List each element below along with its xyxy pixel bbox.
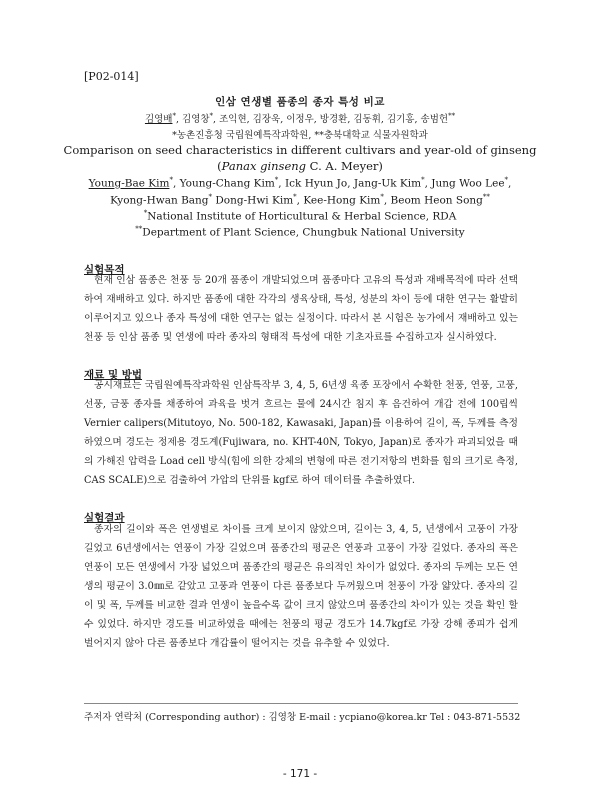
english-coauthor-f: Beom Heon Song — [390, 194, 483, 207]
footnote-divider — [84, 703, 518, 704]
author-mark: * — [504, 176, 509, 184]
korean-title: 인삼 연생별 품종의 종자 특성 비교 — [215, 96, 385, 108]
english-first-author: Young-Bae Kim — [88, 177, 170, 190]
english-coauthor-c: Kyong-Hwan Bang — [110, 194, 209, 207]
english-coauthor-b: Jung Woo Lee — [431, 177, 505, 190]
author-mark: * — [293, 193, 297, 201]
korean-coauthors: 조익현, 김장욱, 이정우, 방경환, 김동휘, 김기홍, 송범헌 — [219, 114, 449, 125]
english-coauthor-e: Kee-Hong Kim — [303, 194, 381, 207]
korean-authors: 김영배*, 김영창*, 조익현, 김장욱, 이정우, 방경환, 김동휘, 김기홍, 송범헌** — [144, 111, 456, 125]
author-mark: ** — [448, 111, 456, 120]
author-mark: * — [274, 176, 279, 184]
korean-affiliation: *농촌진흥청 국립원예특작과학원, **충북대학교 식물자원학과 — [172, 130, 428, 141]
results-text: 종자의 길이와 폭은 연생별로 차이를 크게 보이지 않았으며, 길이는 3, 4, 5, 년생에서 고풍이 가장 길었고 6년생에서는 연풍이 가장 길었으며 품종간의 평균은 연풍과 고풍이 가장 길었다. 종자의 폭은 연풍이 모든 연생에서 가장 넓었으며 품종간의 평균은 유의적인 차이가 없었다. 종자의 두께는 모든 연생의 평균이 3.0㎜로 같았고 고풍과 연풍이 다른 품종보다 두꺼웠으며 천풍이 가장 얇았다. 종자의 길이 및 폭, 두께를 비교한 결과 연생이 높을수록 값이 크지 않았으며 품종간의 차이가 있는 것을 확인 할 수 있었다. 하지만 경도를 비교하였을 때에는 천풍의 평균 경도가 14.7kgf로 가장 강해 종피가 쉽게 벌어지지 않아 다른 품종보다 개갑률이 떨어지는 것을 유추할 수 있었다. — [84, 524, 518, 649]
purpose-text: 현재 인삼 품종은 천풍 등 20개 품종이 개발되었으며 품종마다 고유의 특성과 재배목적에 따라 선택하여 재배하고 있다. 하지만 품종에 대한 각각의 생육상태, 특성, 성분의 차이 등에 대한 연구는 활발히 이루어지고 있으나 종자 특성에 대한 연구는 없는 실정이다. 따라서 본 시험은 농가에서 재배하고 있는 천풍 등 인삼 품종 및 연생에 따라 종자의 형태적 특성에 대한 기초자료를 수집하고자 실시하였다. — [84, 275, 518, 343]
english-corresponding-author: Young-Chang Kim — [179, 177, 275, 190]
species-author: C. A. Meyer) — [306, 159, 383, 173]
paren-open: ( — [217, 159, 222, 173]
author-mark: * — [209, 111, 214, 120]
affil-mark: ** — [135, 225, 143, 233]
english-affiliation-2 — [60, 225, 540, 239]
affil-mark: * — [143, 209, 148, 217]
affil-2-text: Department of Plant Science, Chungbuk National University — [142, 226, 465, 239]
english-title-line1: Comparison on seed characteristics in different cultivars and year-old of ginseng — [63, 143, 537, 157]
author-mark: ** — [482, 193, 490, 201]
english-title-line2 — [60, 159, 540, 173]
english-authors-line2: Kyong-Hwan Bang* Dong-Hwi Kim*, Kee-Hong Kim*, Beom Heon Song** — [110, 193, 490, 207]
author-mark: * — [172, 111, 176, 120]
affil-1-text: National Institute of Horticultural & Herbal Science, RDA — [147, 210, 457, 223]
korean-corresponding-author: 김영창 — [182, 114, 210, 125]
methods-heading: 재료 및 방법 — [84, 369, 143, 381]
corresponding-contact: 주저자 연락처 (Corresponding author) : 김영창 E-mail : ycpiano@korea.kr Tel : 043-871-5532 — [84, 712, 521, 723]
english-authors-line1: Young-Bae Kim*, Young-Chang Kim*, Ick Hyun Jo, Jang-Uk Kim*, Jung Woo Lee*, — [88, 176, 512, 190]
purpose-heading: 실험목적 — [84, 264, 125, 276]
author-mark: * — [208, 193, 213, 201]
author-mark: * — [380, 193, 384, 201]
korean-first-author: 김영배 — [144, 114, 173, 125]
english-coauthor-d: Dong-Hwi Kim — [215, 194, 294, 207]
results-heading: 실험결과 — [84, 512, 125, 524]
author-mark: * — [169, 176, 173, 184]
author-mark: * — [421, 176, 425, 184]
methods-text: 공시재료는 국립원예특작과학원 인삼특작부 3, 4, 5, 6년생 육종 포장에서 수확한 천풍, 연풍, 고풍, 선풍, 금풍 종자를 채종하여 과육을 벗겨 흐르는 물에 24시간 침지 후 음건하여 개갑 전에 100립씩 Vernier calipers(Mitutoyo, No. 500-182, Kawasaki, Japan)를 이용하여 길이, 폭, 두께를 측정하였으며 경도는 정제용 경도계(Fujiwara, no. KHT-40N, Tokyo, Japan)로 종자가 파괴되었을 때의 가해진 압력을 Load cell 방식(힘에 의한 강체의 변형에 따른 전기저항의 변화를 힘의 크기로 측정, CAS SCALE)으로 검출하여 가압의 단위를 kgf로 하여 데이터를 추출하였다. — [84, 380, 518, 486]
abstract-code: [P02-014] — [84, 70, 139, 83]
english-affiliation-1 — [60, 209, 540, 223]
english-coauthors-a: Ick Hyun Jo, Jang-Uk Kim — [284, 177, 422, 190]
species-name: Panax ginseng — [221, 159, 307, 173]
page-number: - 171 - — [282, 768, 318, 780]
